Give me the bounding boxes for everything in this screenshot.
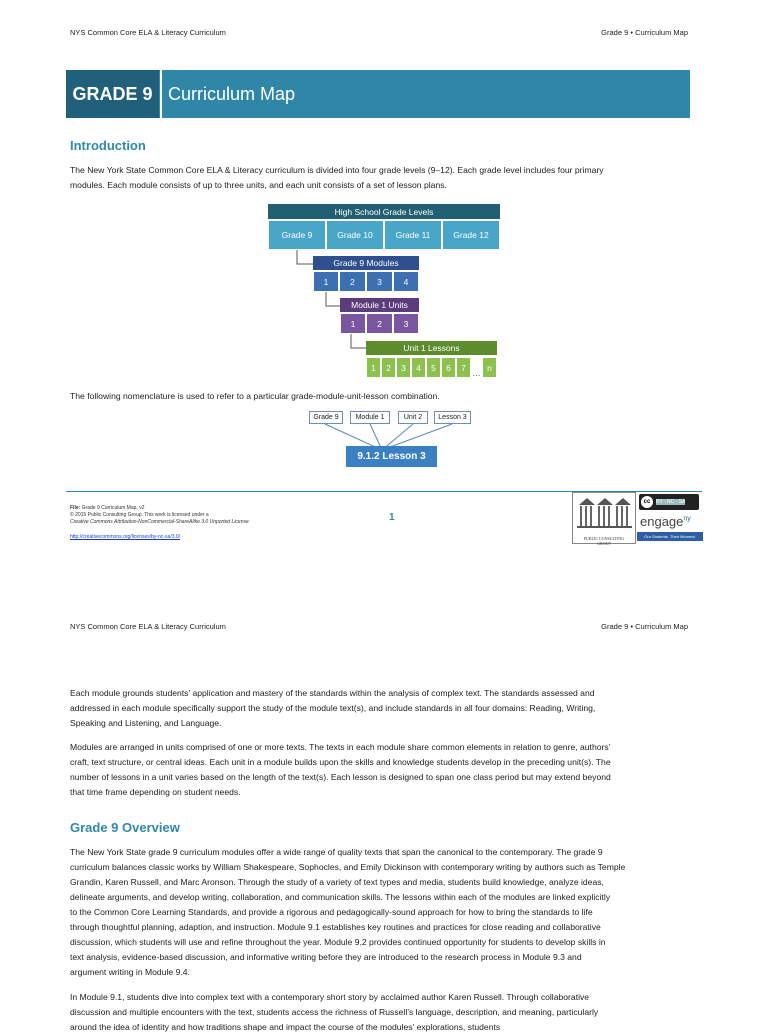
- engageny-logo-sup: ny: [683, 515, 691, 523]
- p3-line-7: discussion, which students will use and refine throughout the year. Module 9.2 provides continued opportunity for students to develop skills in: [70, 937, 606, 947]
- pcg-columns-icon: [573, 493, 635, 531]
- lesson-box-3: 3: [396, 357, 411, 378]
- p4-line-1: In Module 9.1, students dive into complex text with a contemporary short story by acclaimed author Karen Russell. Through collaborative: [70, 992, 590, 1002]
- footer-file-name: Grade 9 Curriculum Map, v2: [80, 505, 145, 511]
- p3-line-3: Grandin, Karen Russell, and Marc Aronson. Through the study of a variety of text types and media, students build knowledge, analyze ideas,: [70, 877, 604, 887]
- footer-license-line-1: © 2015 Public Consulting Group. This work is licensed under a: [70, 512, 209, 518]
- pcg-logo: [572, 492, 636, 544]
- lesson-box-2: 2: [381, 357, 396, 378]
- intro-paragraph: [70, 163, 710, 193]
- banner-separator: [160, 70, 162, 118]
- nomenclature-unit: Unit 2: [398, 411, 428, 424]
- engageny-logo-text: engage: [640, 514, 684, 529]
- p2-line-4: that time frame depending on student needs.: [70, 787, 241, 797]
- page-number: 1: [389, 512, 395, 523]
- unit-box-2: 2: [366, 313, 393, 334]
- footer-file: [70, 505, 310, 512]
- lesson-box-n: n: [482, 357, 497, 378]
- nomenclature-module: Module 1: [350, 411, 390, 424]
- nomenclature-grade: Grade 9: [309, 411, 343, 424]
- running-header-left: NYS Common Core ELA & Literacy Curriculum: [70, 28, 226, 37]
- paragraph-modules-standards: [70, 686, 710, 731]
- p1-line-2: addressed in each module specifically support the study of the module text(s), and include standards in all four domains: Reading, Writing,: [70, 703, 596, 713]
- cc-license-badge: [639, 494, 699, 510]
- lesson-box-7: 7: [456, 357, 471, 378]
- module-box-2: 2: [339, 271, 366, 292]
- p4-line-3: around the idea of identity and how traditions shape and impact the course of the modules' explorations, students: [70, 1022, 501, 1032]
- p1-line-1: Each module grounds students’ application and mastery of the standards within the analysis of complex text. The standards assessed and: [70, 688, 595, 698]
- banner-title: Curriculum Map: [168, 83, 296, 104]
- p2-line-2: craft, text structure, or central ideas. Each unit in a module builds upon the skills and knowledge students develop in the preceding unit(s). The: [70, 757, 611, 767]
- p3-line-1: The New York State grade 9 curriculum modules offer a wide range of quality texts that span the canonical to the contemporary. The grade 9: [70, 847, 603, 857]
- footer-license-link[interactable]: http://creativecommons.org/licenses/by-nc-sa/3.0/: [70, 534, 181, 540]
- p3-line-2: curriculum balances classic works by William Shakespeare, Sophocles, and Emily Dickinson with contemporary writing by authors such as Temple: [70, 862, 626, 872]
- footer-license: [70, 505, 310, 541]
- lessons-title: Unit 1 Lessons: [366, 341, 497, 355]
- intro-line-2: modules. Each module consists of up to three units, and each unit consists of a set of lesson plans.: [70, 180, 447, 190]
- paragraph-overview: [70, 845, 710, 980]
- intro-heading: Introduction: [70, 138, 146, 153]
- nomenclature-result: 9.1.2 Lesson 3: [346, 446, 437, 467]
- unit-box-3: 3: [393, 313, 419, 334]
- module-box-1: 1: [313, 271, 339, 292]
- running-header-right: Grade 9 • Curriculum Map: [601, 28, 688, 37]
- overview-heading: Grade 9 Overview: [70, 820, 180, 835]
- grade-levels-title: High School Grade Levels: [268, 204, 500, 219]
- pcg-name: PUBLIC CONSULTING GROUP: [583, 536, 625, 546]
- units-title: Module 1 Units: [340, 298, 419, 312]
- grade-box-9: Grade 9: [268, 220, 326, 250]
- running-header-right-2: Grade 9 • Curriculum Map: [601, 622, 688, 631]
- lesson-box-6: 6: [441, 357, 456, 378]
- paragraph-modules-units: [70, 740, 710, 800]
- engageny-logo: [640, 514, 691, 529]
- grade-box-11: Grade 11: [384, 220, 442, 250]
- p2-line-3: number of lessons in a unit varies based on the length of the text(s). Each lesson is designed to span one class period but may extend beyond: [70, 772, 611, 782]
- module-box-3: 3: [366, 271, 393, 292]
- nomenclature-lesson: Lesson 3: [434, 411, 471, 424]
- p1-line-3: Speaking and Listening, and Language.: [70, 718, 222, 728]
- footer-file-label: File:: [70, 505, 81, 511]
- intro-line-1: The New York State Common Core ELA & Literacy curriculum is divided into four grade levels (9–12). Each grade level includes four primary: [70, 165, 604, 175]
- p3-line-6: through thoughtful planning, adaption, and instruction. Module 9.1 establishes key routines and practices for close reading and collaborative: [70, 922, 601, 932]
- engageny-tagline: Our Students. Their Moment.: [637, 532, 703, 541]
- cc-icon: cc: [641, 496, 653, 508]
- cc-badge-text: BY - NC - SA: [656, 499, 686, 505]
- banner-grade: GRADE 9: [66, 70, 159, 118]
- lesson-box-1: 1: [366, 357, 381, 378]
- unit-box-1: 1: [340, 313, 366, 334]
- nomenclature-text: The following nomenclature is used to refer to a particular grade-module-unit-lesson combination.: [70, 391, 440, 401]
- lesson-box-4: 4: [411, 357, 426, 378]
- p3-line-5: to the Common Core Learning Standards, and provide a rigorous and pedagogically-sound approach for how to bring the standards to life: [70, 907, 593, 917]
- p4-line-2: discussion and multiple encounters with the text, students access the richness of Russell’s language, description, and meaning, particularly: [70, 1007, 599, 1017]
- footer-license-line-2: Creative Commons Attribution-NonCommercial-ShareAlike 3.0 Unported License: [70, 519, 249, 525]
- p3-line-9: argument writing in Module 9.4.: [70, 967, 190, 977]
- module-box-4: 4: [393, 271, 419, 292]
- grade-box-10: Grade 10: [326, 220, 384, 250]
- p3-line-4: delineate arguments, and develop writing, collaboration, and communication skills. The lessons within each of the modules are linked explicitly: [70, 892, 611, 902]
- paragraph-module-9-1: [70, 990, 710, 1035]
- lesson-ellipsis: …: [472, 368, 481, 378]
- running-header-left-2: NYS Common Core ELA & Literacy Curriculum: [70, 622, 226, 631]
- grade-box-12: Grade 12: [442, 220, 500, 250]
- p2-line-1: Modules are arranged in units comprised of one or more texts. The texts in each module share common elements in relation to genre, authors’: [70, 742, 611, 752]
- p3-line-8: text analysis, evidence-based discussion, and informative writing before they are introduced to the research process in Module 9.3 and: [70, 952, 582, 962]
- lesson-box-5: 5: [426, 357, 441, 378]
- modules-title: Grade 9 Modules: [313, 256, 419, 270]
